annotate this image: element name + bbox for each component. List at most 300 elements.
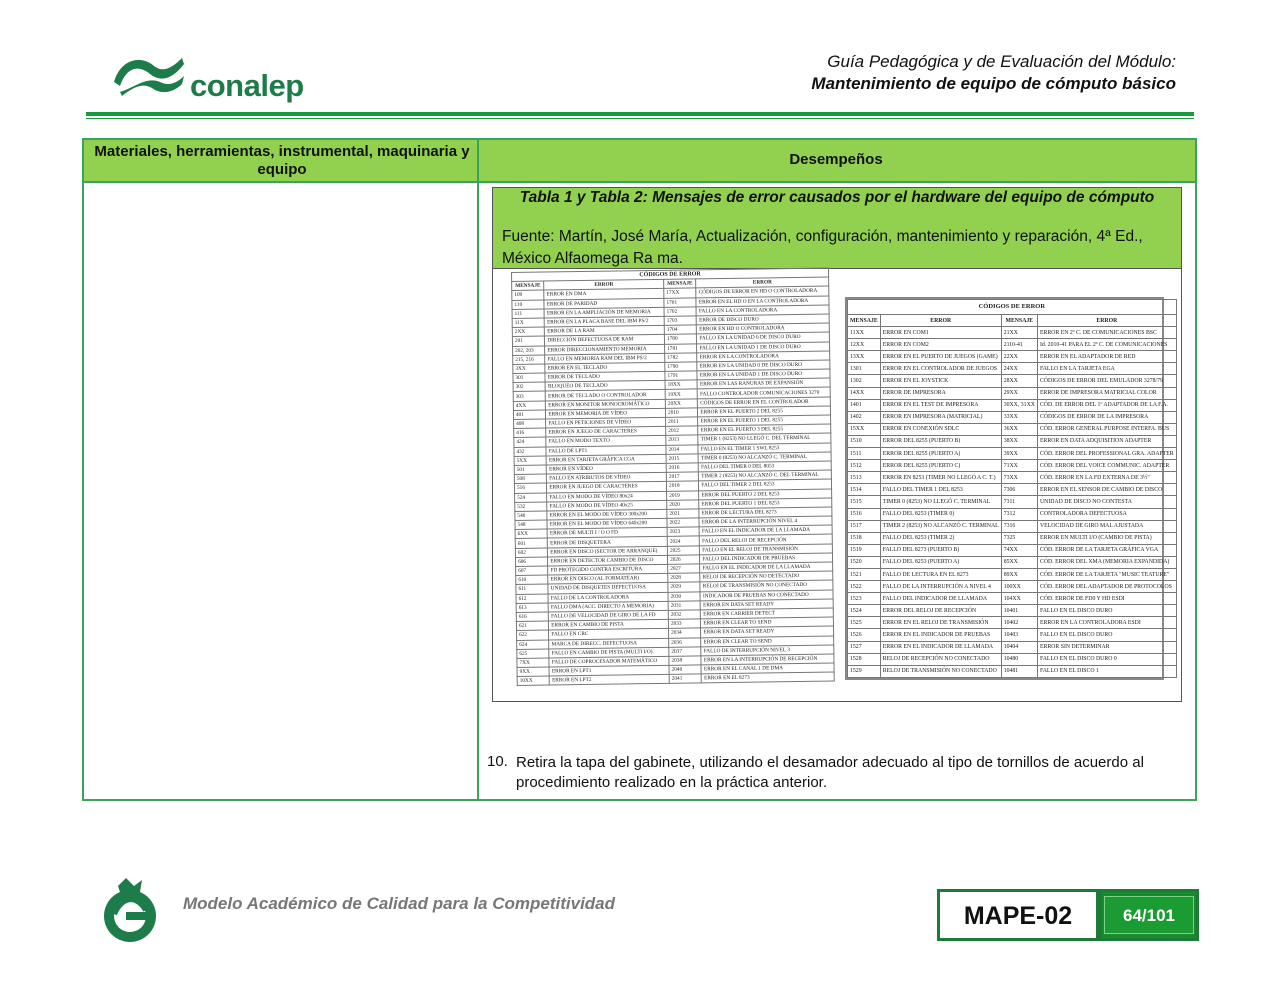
step-number: 10. (487, 753, 508, 770)
error-description-cell: FALLO EN EL TIMER 1 SWL 8253 (698, 443, 831, 454)
error-description-cell: FALLO EN MEMORIA RAM DEL IBM PS/2 (545, 353, 665, 364)
error-description-cell: ERROR EN DETECTOR CAMBIO DE DISCO (548, 555, 668, 566)
error-description-cell: ERROR EN EL PUERTO 3 DEL 8255 (698, 424, 831, 435)
error-code-cell: 7312 (1001, 508, 1037, 520)
error-code-cell: 7311 (1001, 496, 1037, 508)
error-description-cell: TIMER 2 (8253) NO ALCANZÓ C. DEL TERMINAL (699, 470, 832, 481)
error-description-cell: FALLO DMA (ACC. DIRECTO A MEMORIA) (548, 601, 668, 612)
error-description-cell: FALLO EN EL INDICADOR DE LA LLAMADA (700, 562, 833, 573)
error-code-cell: 10481 (1001, 665, 1037, 677)
error-description-cell: ERROR EN CLEAR TO SEND (701, 617, 834, 628)
error-code-cell: 1782 (665, 353, 697, 363)
error-code-cell: 38XX (1001, 435, 1037, 447)
table-row (848, 387, 1177, 399)
error-code-cell: 15XX (848, 423, 881, 435)
error-description-cell: ERROR DE DISCO DURO (697, 314, 830, 325)
error-description-cell: FALLO DEL INDICADOR DE PRUEBAS (700, 553, 833, 564)
error-description-cell: ERROR DEL PUERTO 2 DEL 8253 (699, 489, 832, 500)
error-code-cell: 36XX (1001, 423, 1037, 435)
error-code-cell: 2033 (668, 619, 700, 629)
error-description-cell: ERROR EN CAMBIO DE PISTA (549, 619, 669, 630)
table-row (848, 472, 1177, 484)
error-code-cell: 110 (512, 300, 544, 310)
error-code-cell: 73XX (1001, 472, 1037, 484)
error-code-cell: 610 (516, 575, 548, 585)
error-code-cell: 17XX (664, 288, 696, 298)
error-code-cell: 616 (516, 612, 548, 622)
error-code-cell: 100XX (1001, 581, 1037, 593)
error-code-cell: 1301 (848, 363, 881, 375)
error-description-cell: RELOJ DE RECEPCIÓN NO CONECTADO (880, 653, 1001, 665)
error-description-cell: RELOJ DE TRANSMISIÓN NO CONECTADO (880, 665, 1001, 677)
error-description-cell: FALLO DEL INDICADOR DE LLAMADA (880, 593, 1001, 605)
table-row (848, 653, 1177, 665)
error-code-cell: 2025 (667, 546, 699, 556)
error-code-cell: 1512 (848, 460, 881, 472)
error-code-cell: 10402 (1001, 617, 1037, 629)
table-row (848, 665, 1177, 677)
error-code-cell: 2023 (667, 527, 699, 537)
error-description-cell: FALLO DE LECTURA EN EL 8273 (880, 568, 1001, 580)
error-description-cell: FALLO DEL RELOJ DE RECEPCIÓN (700, 534, 833, 545)
scan-column-header: MENSAJE (848, 315, 881, 327)
module-title: Mantenimiento de equipo de cómputo básico (811, 74, 1176, 93)
error-code-cell: 13XX (848, 351, 881, 363)
scan-column-header: MENSAJE (664, 279, 696, 289)
error-code-cell: 10401 (1001, 605, 1037, 617)
error-code-cell: 501 (514, 465, 546, 475)
error-code-cell: 109 (512, 290, 544, 300)
error-description-cell: ERROR SIN DETERMINAR (1037, 641, 1176, 653)
error-description-cell: ERROR EN MULTI I/O (CAMBIO DE PISTA) (1037, 532, 1176, 544)
error-code-cell: 2018 (666, 481, 698, 491)
error-code-cell: 621 (516, 621, 548, 631)
table-row (848, 339, 1177, 351)
error-code-cell: 613 (516, 603, 548, 613)
error-code-cell: 2029 (668, 582, 700, 592)
error-code-cell: 201 (512, 336, 544, 346)
error-description-cell: ERROR EN EL PUERTO 2 DEL 8255 (698, 406, 831, 417)
error-code-cell: 302 (513, 382, 545, 392)
error-description-cell: CÓD. ERROR DE FD0 Y HD ESDI (1037, 593, 1176, 605)
error-description-cell: CÓD. ERROR DEL XMA (MEMORIA EXPANDIDA) (1037, 556, 1176, 568)
error-code-cell: 2XX (512, 327, 544, 337)
error-description-cell: CÓDIGOS DE ERROR DEL EMULADOR 3278/79 (1037, 375, 1176, 387)
error-code-cell: 85XX (1001, 556, 1037, 568)
error-description-cell: ERROR EN COM2 (880, 339, 1001, 351)
error-code-cell: 2028 (668, 573, 700, 583)
error-code-cell: 2110-41 (1001, 339, 1037, 351)
error-description-cell: ERROR EN EL TECLADO (545, 362, 665, 373)
error-description-cell: FALLO DE INTERRUPCIÓN NIVEL 3 (701, 645, 834, 656)
error-code-cell: 1529 (848, 665, 881, 677)
table-row (848, 363, 1177, 375)
error-code-cell: 416 (514, 428, 546, 438)
error-description-cell: ERROR EN HD O CONTROLADORA (697, 323, 830, 334)
error-codes-table-2 (845, 297, 1174, 680)
error-code-cell: 1522 (848, 581, 881, 593)
error-description-cell: ERROR EN LA CONTROLADORA ESDI (1037, 617, 1176, 629)
error-code-cell: 10404 (1001, 641, 1037, 653)
error-code-cell: 74XX (1001, 544, 1037, 556)
error-code-cell: 1515 (848, 496, 881, 508)
error-description-cell: ERROR EN DISCO (SECTOR DE ARRANQUE) (548, 546, 668, 557)
error-code-cell: 9XX (517, 667, 549, 677)
error-description-cell: ERROR EN MEMORIA DE VÍDEO (546, 408, 666, 419)
error-code-cell: 2010 (665, 408, 697, 418)
error-code-cell: 1527 (848, 641, 881, 653)
error-description-cell: ERROR EN EL HD O EN LA CONTROLADORA (696, 296, 829, 307)
error-code-cell: 2011 (666, 417, 698, 427)
error-description-cell: ERROR EN DISCO (AL FORMATEAR) (548, 574, 668, 585)
error-code-cell: 71XX (1001, 460, 1037, 472)
error-code-cell: 2024 (667, 536, 699, 546)
error-description-cell: ERROR EN EL MODO DE VÍDEO 640x200 (547, 518, 667, 529)
error-code-cell: 33XX (1001, 411, 1037, 423)
conalep-emblem-icon (110, 52, 188, 96)
table-row (848, 593, 1177, 605)
error-description-cell: ERROR DE IMPRESORA MATRICIAL COLOR (1037, 387, 1176, 399)
error-description-cell: FALLO EN EL DISCO DURO (1037, 605, 1176, 617)
error-code-cell: 2017 (666, 472, 698, 482)
error-description-cell: ERROR DE MULTI I / O O FD (547, 528, 667, 539)
error-description-cell: ERROR EN COM1 (880, 327, 1001, 339)
error-description-cell: ERROR EN LA PLACA BASE DEL IBM PS/2 (544, 316, 664, 327)
error-code-cell: 1704 (664, 325, 696, 335)
table-row (848, 496, 1177, 508)
table-row (848, 327, 1177, 339)
error-description-cell: FALLO EN LA UNIDAD 1 DE DISCO DURO (697, 342, 830, 353)
error-description-cell: ERROR EN EL ADAPTADOR DE RED (1037, 351, 1176, 363)
error-code-cell: 89XX (1001, 568, 1037, 580)
error-code-cell: 39XX (1001, 448, 1037, 460)
page-number: 64/101 (1123, 906, 1175, 925)
error-code-cell: 2032 (668, 610, 700, 620)
error-description-cell: ERROR DEL RELOJ DE RECEPCIÓN (880, 605, 1001, 617)
error-description-cell: FALLO DE LPT1 (546, 445, 666, 456)
error-description-cell: FALLO EN EL DISCO 1 (1037, 665, 1176, 677)
error-code-cell: 607 (516, 566, 548, 576)
error-code-cell: 7316 (1001, 520, 1037, 532)
error-description-cell: ERROR EN VÍDEO (547, 463, 667, 474)
error-code-cell: 1526 (848, 629, 881, 641)
error-description-cell: ERROR EN EL CONTROLADOR DE JUEGOS (880, 363, 1001, 375)
error-code-cell: 2016 (666, 463, 698, 473)
error-description-cell: FALLO EN EL INDICADOR DE LA LLAMADA (699, 525, 832, 536)
error-code-cell: 111 (512, 309, 544, 319)
table-row (848, 581, 1177, 593)
error-description-cell: CÓDIGOS DE ERROR EN EL CONTROLADOR (698, 397, 831, 408)
error-code-cell: 10403 (1001, 629, 1037, 641)
error-code-cell: 2037 (669, 647, 701, 657)
error-code-cell: 1523 (848, 593, 881, 605)
error-code-cell: 432 (514, 447, 546, 457)
error-code-cell: 202, 203 (513, 346, 545, 356)
error-code-cell: 10480 (1001, 653, 1037, 665)
error-description-cell: FALLO EN LA UNIDAD 0 DE DISCO DURO (697, 332, 830, 343)
error-description-cell: ERROR EN TARJETA GRÁFICA CGA (546, 454, 666, 465)
error-description-cell: ERROR EN JUEGO DE CARACTERES (546, 427, 666, 438)
error-code-cell: 532 (515, 502, 547, 512)
error-description-cell: ERROR EN IMPRESORA (MATRICIAL) (880, 411, 1001, 423)
error-description-cell: UNIDAD DE DISQUETES DEFECTUOSA (548, 583, 668, 594)
error-description-cell: FALLO DE COPROCESADOR MATEMÁTICO (549, 656, 669, 667)
error-description-cell: ERROR DE IMPRESORA (880, 387, 1001, 399)
error-code-cell: 2031 (668, 601, 700, 611)
error-code-cell: 29XX (1001, 387, 1037, 399)
error-description-cell: BLOQUEO DE TECLADO (545, 381, 665, 392)
table-row (848, 435, 1177, 447)
guide-title: Guía Pedagógica y de Evaluación del Módulo: (827, 52, 1176, 71)
error-code-cell: 622 (517, 630, 549, 640)
error-code-cell: 1528 (848, 653, 881, 665)
error-description-cell: ERROR DEL 8255 (PUERTO A) (880, 448, 1001, 460)
error-description-cell: ERROR EN LPT2 (549, 675, 669, 686)
error-code-cell: 612 (516, 594, 548, 604)
document-code: MAPE-02 (963, 902, 1073, 930)
error-description-cell: TIMER 0 (8253) NO LLEGÓ C. TERMINAL (880, 496, 1001, 508)
table-row (848, 508, 1177, 520)
error-description-cell: CÓD. ERROR DE LA TARJETA GRÁFICA VGA (1037, 544, 1176, 556)
error-description-cell: CÓDIGOS DE ERROR EN HD O CONTROLADORA (696, 286, 829, 297)
error-code-cell: 516 (514, 483, 546, 493)
error-description-cell: ERROR EN EL PUERTO 1 DEL 8255 (698, 415, 831, 426)
scan-column-header: ERROR (696, 277, 829, 288)
scan-column-header: MENSAJE (1001, 315, 1037, 327)
error-description-cell: FALLO EN MODO DE VÍDEO 80x24 (547, 491, 667, 502)
table-row (848, 351, 1177, 363)
error-code-cell: 1518 (848, 532, 881, 544)
error-code-cell: 7XX (517, 658, 549, 668)
error-code-cell: 2019 (667, 490, 699, 500)
error-code-cell: 215, 216 (513, 355, 545, 365)
table-row (848, 423, 1177, 435)
table-row (848, 641, 1177, 653)
error-description-cell: FALLO DEL TIMER 0 DEL 8053 (699, 461, 832, 472)
table-row (848, 544, 1177, 556)
error-description-cell: CÓDIGOS DE ERROR DE LA IMPRESORA (1037, 411, 1176, 423)
error-code-cell: 2034 (669, 628, 701, 638)
table-row (848, 617, 1177, 629)
error-description-cell: FALLO EN EL DISCO DURO (1037, 629, 1176, 641)
figure-caption-source: Fuente: Martín, José María, Actualización, configuración, mantenimiento y reparación, 4ª Ed., México Alfaomega Ra ma. (502, 228, 1143, 267)
error-code-cell: 548 (515, 520, 547, 530)
error-code-cell: 1790 (665, 362, 697, 372)
error-code-cell: 1791 (665, 371, 697, 381)
error-description-cell: ERROR EN DATA SET READY (700, 599, 833, 610)
error-description-cell: FALLO DEL 8253 (TIMER 2) (880, 532, 1001, 544)
error-code-cell: 11XX (848, 327, 881, 339)
error-description-cell: VELOCIDAD DE GIRO MAL AJUSTADA (1037, 520, 1176, 532)
error-description-cell: MARCA DE DIRECC. DEFECTUOSA (549, 638, 669, 649)
error-description-cell: FALLO DEL TIMER 1 DEL 8253 (880, 484, 1001, 496)
table-row (848, 484, 1177, 496)
error-description-cell: ERROR EN EL PUERTO DE JUEGOS (GAME) (880, 351, 1001, 363)
error-code-cell: 1513 (848, 472, 881, 484)
error-code-cell: 2026 (668, 555, 700, 565)
error-description-cell: FALLO CONTROLADOR COMUNICACIONES 3270 (698, 387, 831, 398)
scan-table-title: CÓDIGOS DE ERROR (512, 268, 829, 282)
error-code-cell: 611 (516, 584, 548, 594)
error-description-cell: FALLO EN EL RELOJ DE TRANSMISIÓN (700, 544, 833, 555)
error-description-cell: FALLO EN CAMBIO DE PISTA (MULTI I/O) (549, 647, 669, 658)
table-header-divider (82, 181, 1197, 183)
error-code-cell: 7325 (1001, 532, 1037, 544)
error-code-cell: 20XX (665, 399, 697, 409)
error-code-cell: 540 (515, 511, 547, 521)
error-code-cell: 2020 (667, 500, 699, 510)
error-code-cell: 4XX (513, 401, 545, 411)
error-description-cell: ERROR EN DATA ADQUISITION ADAPTER (1037, 435, 1176, 447)
error-code-cell: 10XX (517, 676, 549, 686)
error-code-cell: 1514 (848, 484, 881, 496)
error-description-cell: ERROR EN EL SENSOR DE CAMBIO DE DISCO (1037, 484, 1176, 496)
error-description-cell: FALLO EN MODO DE VÍDEO 40x25 (547, 500, 667, 511)
error-code-cell: 2038 (669, 656, 701, 666)
error-code-cell: 1517 (848, 520, 881, 532)
error-description-cell: ERROR EN EL INDICADOR DE LLAMADA (880, 641, 1001, 653)
error-description-cell: RELOJ DE TRANSMISIÓN NO CONECTADO (700, 580, 833, 591)
error-description-cell: DIRECCIÓN DEFECTUOSA DE RAM (545, 335, 665, 346)
table-row (848, 448, 1177, 460)
error-description-cell: ERROR EN CARRIER DETECT (701, 608, 834, 619)
error-description-cell: ERROR EN 8253 (TIMER NO LLEGÓ A C. T.) (880, 472, 1001, 484)
scan-column-header: ERROR (544, 280, 664, 291)
document-header (616, 52, 1176, 94)
step-text: Retira la tapa del gabinete, utilizando el desamador adecuado al tipo de tornillos de acuerdo al procedimiento realizado en la práctica anterior. (516, 754, 1144, 791)
error-description-cell: CÓD. DE ERROR DEL 1º ADAPTADOR DE LA F.A. (1037, 399, 1176, 411)
error-description-cell: ERROR EN MONITOR MONOCROMÁTICO (546, 399, 666, 410)
error-code-cell: 18XX (665, 380, 697, 390)
error-description-cell: CONTROLADORA DEFECTUOSA (1037, 508, 1176, 520)
error-description-cell: ERROR EN EL TEST DE IMPRESORA (880, 399, 1001, 411)
error-code-cell: 1511 (848, 448, 881, 460)
error-description-cell: ERROR DE TECLADO (545, 371, 665, 382)
scan-column-header: MENSAJE (512, 281, 544, 291)
error-description-cell: ERROR DEL 8255 (PUERTO C) (880, 460, 1001, 472)
error-description-cell: CÓD. ERROR GENERAL PURPOSE INTERFA. BUS (1037, 423, 1176, 435)
error-description-cell: ERROR EN CLEAR TO SEND (701, 636, 834, 647)
error-code-cell: 2012 (666, 426, 698, 436)
error-description-cell: FALLO EN EL DISCO DURO 0 (1037, 653, 1176, 665)
error-code-cell: 524 (515, 493, 547, 503)
error-code-cell: 6XX (515, 529, 547, 539)
error-description-cell: ERROR DEL 8255 (PUERTO B) (880, 435, 1001, 447)
header-rule-thin (86, 118, 1194, 119)
error-code-cell: 3XX (513, 364, 545, 374)
error-description-cell: ERROR EN EL RELOJ DE TRANSMISIÓN (880, 617, 1001, 629)
error-description-cell: ERROR EN LPT1 (549, 665, 669, 676)
table-row (848, 568, 1177, 580)
column-header-materials: Materiales, herramientas, instrumental, maquinaria y equipo (94, 143, 470, 178)
error-description-cell: ERROR EN LAS RANURAS DE EXPANSIÓN (697, 378, 830, 389)
error-description-cell: FALLO EN ATRIBUTOS DE VÍDEO (547, 472, 667, 483)
table-row (848, 532, 1177, 544)
error-code-cell: 2015 (666, 454, 698, 464)
error-description-cell: FALLO EN LA CONTROLADORA (696, 305, 829, 316)
footer-tagline: Modelo Académico de Calidad para la Competitividad (183, 894, 616, 913)
error-code-cell: 625 (517, 649, 549, 659)
error-description-cell: ERROR EN EL CANAL 1 DE DMA (701, 663, 834, 674)
table-row (848, 629, 1177, 641)
error-code-cell: 2041 (669, 674, 701, 684)
error-code-cell: 424 (514, 437, 546, 447)
error-code-cell: 1510 (848, 435, 881, 447)
error-code-cell: 624 (517, 640, 549, 650)
logo-text: conalep (190, 68, 304, 103)
error-code-cell: 14XX (848, 387, 881, 399)
table-row (848, 520, 1177, 532)
table-row (848, 411, 1177, 423)
error-code-cell: 1519 (848, 544, 881, 556)
error-description-cell: FALLO DE VELOCIDAD DE GIRO DE LA FD (549, 610, 669, 621)
table-row (848, 375, 1177, 387)
error-code-cell: 2027 (668, 564, 700, 574)
error-description-cell: ERROR DE TECLADO O CONTROLADOR (546, 390, 666, 401)
error-description-cell: TIMER 2 (8253) NO ALCANZÓ C. TERMINAL (880, 520, 1001, 532)
error-description-cell: ERROR EN 2º C. DE COMUNICACIONES BSC (1037, 327, 1176, 339)
error-description-cell: ERROR EN JUEGO DE CARACTERES (547, 482, 667, 493)
error-description-cell: ERROR EN LA CONTROLADORA (697, 351, 830, 362)
error-description-cell: ERROR EN CONEXIÓN SDLC (880, 423, 1001, 435)
error-description-cell: FALLO DEL 8253 (PUERTO A) (880, 556, 1001, 568)
error-code-cell: 5XX (514, 456, 546, 466)
figure-caption-title: Tabla 1 y Tabla 2: Mensajes de error causados por el hardware del equipo de cómputo (519, 189, 1155, 206)
error-code-cell: 30XX, 31XX (1001, 399, 1037, 411)
error-description-cell: FALLO DEL TIMER 2 DEL 8253 (699, 479, 832, 490)
error-description-cell: Id. 2010-41 PARA EL 2º C. DE COMUNICACIONES (1037, 339, 1176, 351)
error-description-cell: UNIDAD DE DISCO NO CONTESTA (1037, 496, 1176, 508)
table-row (848, 605, 1177, 617)
error-description-cell: INDICADOR DE PRUEBAS NO CONECTADO (700, 590, 833, 601)
error-description-cell: ERROR DE LA RAM (545, 325, 665, 336)
scan-table-title: CÓDIGOS DE ERROR (848, 300, 1177, 315)
error-code-cell: 2030 (668, 591, 700, 601)
error-description-cell: FALLO DE LA INTERRUPCIÓN A NIVEL 4 (880, 581, 1001, 593)
error-code-cell: 1516 (848, 508, 881, 520)
error-description-cell: ERROR DE LA INTERRUPCIÓN NIVEL 4 (699, 516, 832, 527)
error-code-cell: 1703 (664, 316, 696, 326)
error-code-cell: 601 (515, 538, 547, 548)
error-code-cell: 104XX (1001, 593, 1037, 605)
error-code-cell: 11X (512, 318, 544, 328)
error-code-cell: 1402 (848, 411, 881, 423)
error-code-cell: 408 (514, 419, 546, 429)
error-description-cell: FD PROTEGIDO CONTRA ESCRITURA (548, 564, 668, 575)
error-description-cell: ERROR DIRECCIONAMIENTO MEMORIA (545, 344, 665, 355)
error-description-cell: RELOJ DE RECEPCIÓN NO DETECTADO (700, 571, 833, 582)
error-description-cell: TIMER 0 (8253) NO ALCANZÓ C. TERMINAL (698, 452, 831, 463)
error-description-cell: ERROR EN LA INTERRUPCIÓN DE RECEPCIÓN (701, 654, 834, 665)
error-code-cell: 22XX (1001, 351, 1037, 363)
error-code-cell: 602 (515, 548, 547, 558)
scan-column-header: ERROR (1037, 315, 1176, 327)
error-description-cell: ERROR EN LA AMPLIACIÓN DE MEMORIA (544, 307, 664, 318)
error-description-cell: ERROR EN EL INDICADOR DE PRUEBAS (880, 629, 1001, 641)
error-code-cell: 1302 (848, 375, 881, 387)
error-description-cell: ERROR DEL PUERTO 1 DEL 8253 (699, 498, 832, 509)
header-rule (86, 112, 1194, 116)
error-code-cell: 21XX (1001, 327, 1037, 339)
error-code-cell: 2036 (669, 637, 701, 647)
error-description-cell: ERROR EN DATA SET READY (701, 626, 834, 637)
conalep-logo (110, 48, 320, 106)
error-code-cell: 1520 (848, 556, 881, 568)
error-description-cell: CÓD. ERROR DEL PROFESSIONAL GRA. ADAPTER (1037, 448, 1176, 460)
table-row (848, 556, 1177, 568)
error-code-cell: 301 (513, 373, 545, 383)
error-code-cell: 1525 (848, 617, 881, 629)
